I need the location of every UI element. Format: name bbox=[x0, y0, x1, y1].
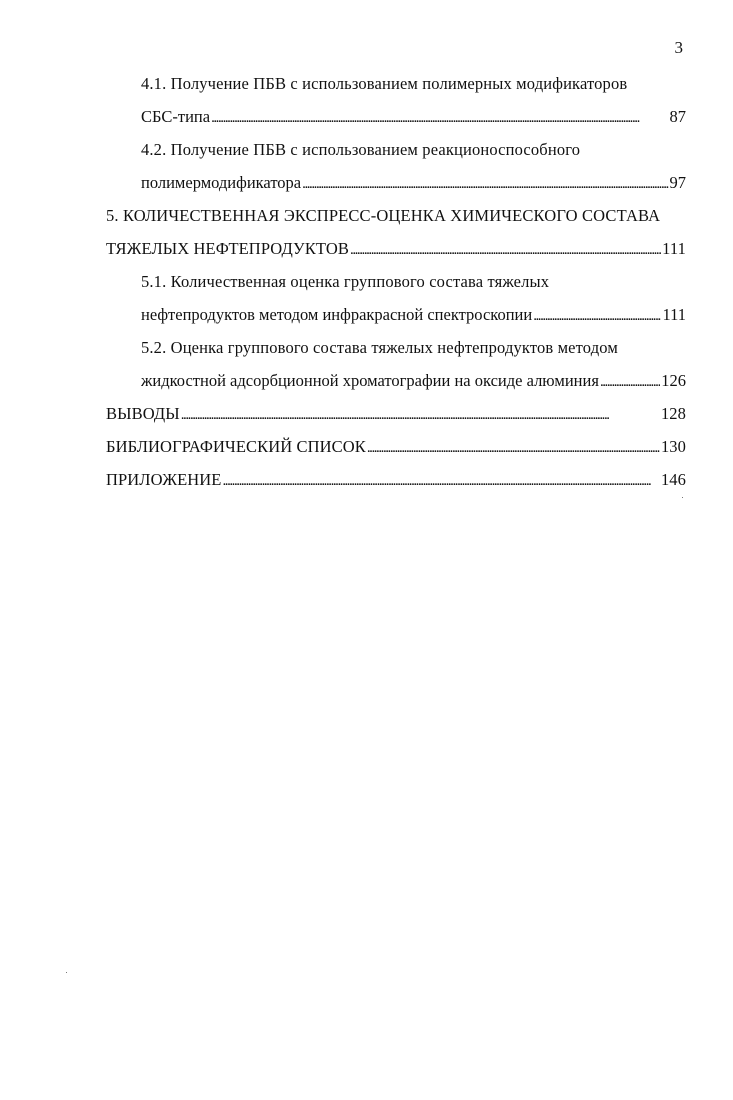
toc-entry-title: 5. КОЛИЧЕСТВЕННАЯ ЭКСПРЕСС-ОЦЕНКА ХИМИЧЕСКОГО СОСТАВА bbox=[106, 206, 661, 225]
toc-page-number: 97 bbox=[669, 173, 686, 192]
table-of-contents bbox=[106, 67, 686, 496]
toc-entry-title-continued: ТЯЖЕЛЫХ НЕФТЕПРОДУКТОВ bbox=[106, 239, 350, 258]
dot-leader bbox=[350, 232, 661, 265]
toc-entry-title-continued: СБС-типа bbox=[141, 107, 211, 126]
scan-speck bbox=[682, 497, 683, 498]
toc-page-number: 111 bbox=[662, 305, 686, 324]
toc-entry-4-1 bbox=[106, 67, 686, 133]
dot-leader bbox=[222, 463, 659, 496]
toc-entry-title: 4.2. Получение ПБВ с использованием реакционоспособного bbox=[141, 140, 581, 159]
toc-entry-5 bbox=[106, 199, 686, 265]
toc-entry-title: 4.1. Получение ПБВ с использованием полимерных модификаторов bbox=[141, 74, 628, 93]
scan-speck bbox=[66, 972, 67, 973]
toc-entry-title-continued: полимермодификатора bbox=[141, 173, 302, 192]
toc-entry-title: ВЫВОДЫ bbox=[106, 404, 180, 423]
toc-entry-conclusions bbox=[106, 397, 686, 430]
page-number: 3 bbox=[674, 38, 683, 57]
toc-entry-4-2 bbox=[106, 133, 686, 199]
toc-page-number: 87 bbox=[669, 107, 686, 126]
dot-leader bbox=[533, 298, 661, 331]
toc-entry-title-continued: нефтепродуктов методом инфракрасной спектроскопии bbox=[141, 305, 533, 324]
toc-entry-title: ПРИЛОЖЕНИЕ bbox=[106, 470, 222, 489]
toc-page-number: 128 bbox=[660, 404, 686, 423]
dot-leader bbox=[211, 100, 668, 133]
toc-entry-title: 5.1. Количественная оценка группового состава тяжелых bbox=[141, 272, 550, 291]
toc-page-number: 111 bbox=[662, 239, 686, 258]
dot-leader bbox=[181, 397, 660, 430]
dot-leader bbox=[367, 430, 660, 463]
toc-entry-5-2 bbox=[106, 331, 686, 397]
toc-entry-appendix bbox=[106, 463, 686, 496]
toc-entry-bibliography bbox=[106, 430, 686, 463]
dot-leader bbox=[302, 166, 668, 199]
toc-page-number: 130 bbox=[660, 437, 686, 456]
toc-page-number: 146 bbox=[660, 470, 686, 489]
toc-entry-title: БИБЛИОГРАФИЧЕСКИЙ СПИСОК bbox=[106, 437, 366, 456]
dot-leader bbox=[600, 364, 660, 397]
toc-entry-title-continued: жидкостной адсорбционной хроматографии на оксиде алюминия bbox=[141, 371, 599, 390]
toc-entry-title: 5.2. Оценка группового состава тяжелых нефтепродуктов методом bbox=[141, 338, 618, 357]
toc-entry-5-1 bbox=[106, 265, 686, 331]
toc-page-number: 126 bbox=[661, 371, 686, 390]
